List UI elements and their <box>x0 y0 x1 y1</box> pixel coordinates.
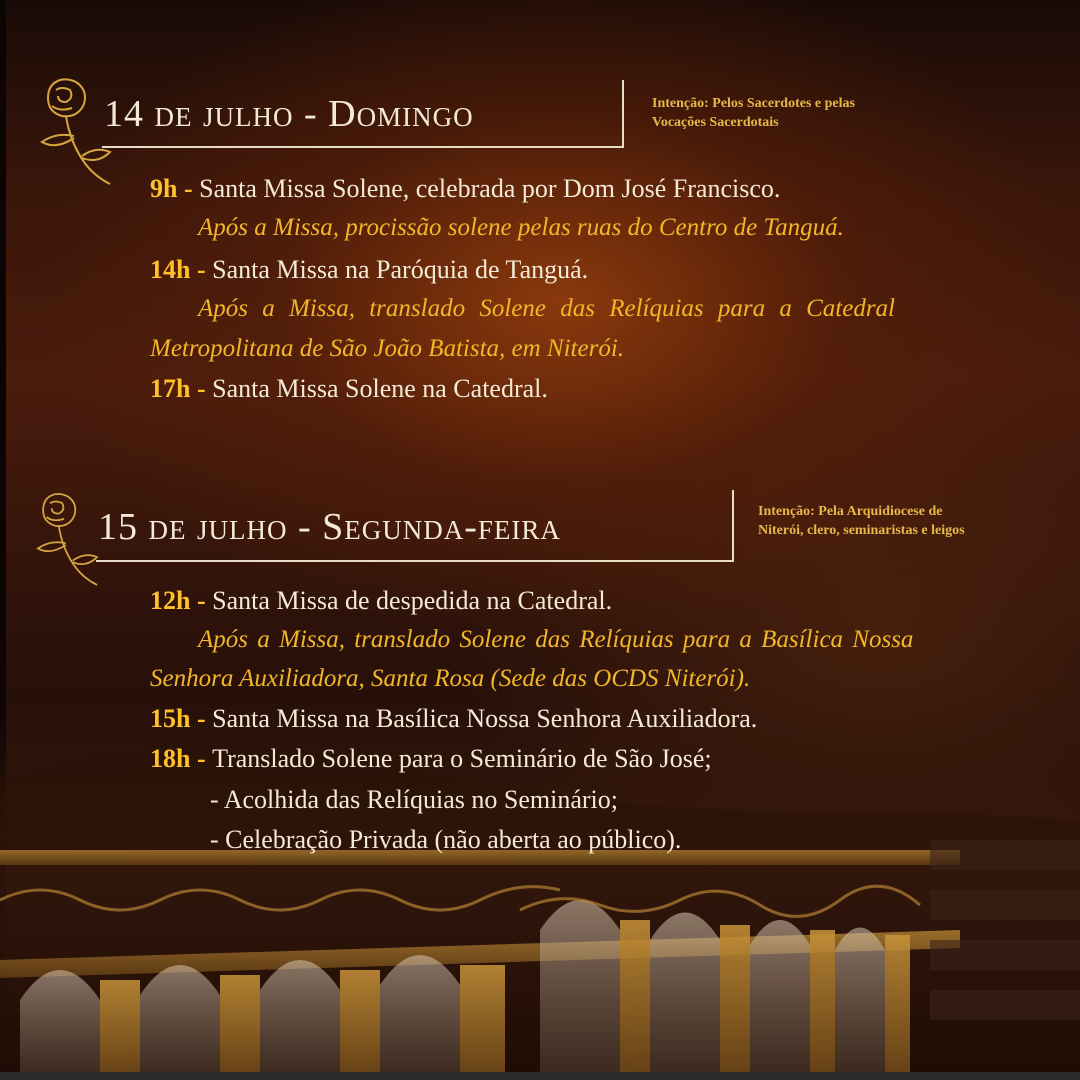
item-text: Santa Missa na Paróquia de Tanguá. <box>212 255 589 284</box>
intention-1 <box>652 94 972 132</box>
schedule-item <box>150 374 548 404</box>
schedule-item <box>150 744 712 774</box>
item-note: Metropolitana de São João Batista, em Niterói. <box>150 335 625 362</box>
schedule-item <box>150 174 780 204</box>
heading-underline-2 <box>96 560 732 562</box>
schedule-subitem: - Celebração Privada (não aberta ao público). <box>210 825 682 854</box>
intention-line: Intenção: Pela Arquidiocese de <box>758 504 943 519</box>
schedule-item <box>150 704 757 734</box>
item-time: 12h - <box>150 586 213 615</box>
schedule-item <box>150 255 588 285</box>
item-text: Translado Solene para o Seminário de São José; <box>212 744 712 773</box>
item-text: Santa Missa Solene, celebrada por Dom José Francisco. <box>199 174 781 203</box>
item-note: Após a Missa, translado Solene das Relíquias para a Catedral <box>198 295 895 322</box>
heading-underline-1 <box>102 146 622 148</box>
item-time: 14h - <box>150 255 213 284</box>
item-time: 17h - <box>150 374 213 403</box>
intention-line: Niterói, clero, seminaristas e leigos <box>758 523 965 538</box>
rose-icon <box>24 484 104 592</box>
item-text: Santa Missa Solene na Catedral. <box>212 374 548 403</box>
heading-divider-1 <box>622 80 624 148</box>
item-time: 15h - <box>150 704 213 733</box>
intention-line: Intenção: Pelos Sacerdotes e pelas <box>652 96 855 111</box>
intention-line: Vocações Sacerdotais <box>652 115 779 130</box>
item-text: Santa Missa na Basílica Nossa Senhora Auxiliadora. <box>212 704 758 733</box>
heading-divider-2 <box>732 490 734 562</box>
item-time: 9h - <box>150 174 200 203</box>
day-heading-2: 15 de julho - Segunda-feira <box>98 506 561 548</box>
schedule-subitem: - Acolhida das Relíquias no Seminário; <box>210 785 618 814</box>
item-text: Santa Missa de despedida na Catedral. <box>212 586 613 615</box>
schedule-item <box>150 586 612 616</box>
intention-2 <box>758 502 1068 540</box>
item-time: 18h - <box>150 744 213 773</box>
item-note: Após a Missa, translado Solene das Relíquias para a Basílica Nossa <box>198 626 914 653</box>
item-note: Senhora Auxiliadora, Santa Rosa (Sede das OCDS Niterói). <box>150 665 751 692</box>
item-note: Após a Missa, procissão solene pelas ruas do Centro de Tanguá. <box>198 214 844 241</box>
bottom-border <box>0 1072 1080 1080</box>
day-heading-1: 14 de julho - Domingo <box>104 93 474 135</box>
